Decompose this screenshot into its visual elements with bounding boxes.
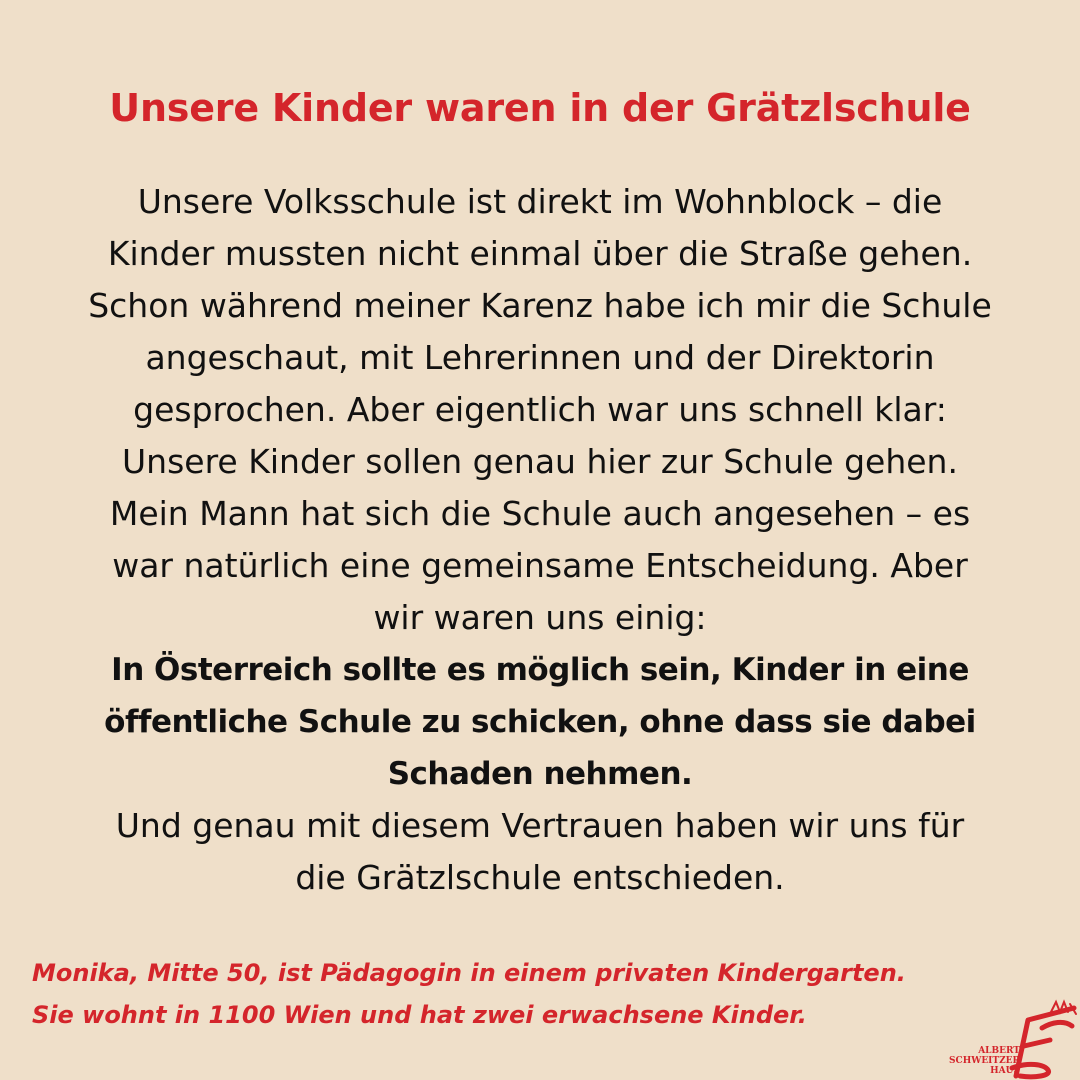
quote-line: angeschaut, mit Lehrerinnen und der Direktorin — [145, 338, 935, 377]
quote-line: Unsere Volksschule ist direkt im Wohnblock – die — [137, 182, 943, 221]
quote-line: Schon während meiner Karenz habe ich mir die Schule — [88, 286, 992, 325]
quote-bold-line: In Österreich sollte es möglich sein, Kinder in eine — [111, 652, 969, 688]
quote-bold-line: Schaden nehmen. — [387, 756, 693, 792]
quote-bold-line: öffentliche Schule zu schicken, ohne dass sie dabei — [104, 704, 976, 740]
quote-line: war natürlich eine gemeinsame Entscheidung. Aber — [112, 546, 968, 585]
logo-wordmark — [920, 1046, 1020, 1076]
quote-line: wir waren uns einig: — [373, 598, 707, 637]
albert-schweitzer-haus-logo — [924, 998, 1080, 1080]
caption-line: Monika, Mitte 50, ist Pädagogin in einem privaten Kindergarten. — [32, 959, 906, 987]
quote-body — [20, 176, 1060, 904]
caption-line: Sie wohnt in 1100 Wien und hat zwei erwachsene Kinder. — [32, 1001, 807, 1029]
quote-line: Mein Mann hat sich die Schule auch angesehen – es — [109, 494, 971, 533]
logo-word: HAUS — [990, 1066, 1020, 1076]
author-caption — [32, 952, 1022, 1036]
quote-line: gesprochen. Aber eigentlich war uns schnell klar: — [133, 390, 947, 429]
logo-word: ALBERT — [978, 1046, 1020, 1056]
quote-line: Unsere Kinder sollen genau hier zur Schule gehen. — [122, 442, 958, 481]
logo-word: SCHWEITZER — [949, 1056, 1020, 1066]
quote-closing-line: Und genau mit diesem Vertrauen haben wir uns für — [115, 806, 965, 845]
quote-closing-line: die Grätzlschule entschieden. — [295, 858, 785, 897]
post-title: Unsere Kinder waren in der Grätzlschule — [109, 86, 971, 130]
quote-line: Kinder mussten nicht einmal über die Straße gehen. — [107, 234, 973, 273]
